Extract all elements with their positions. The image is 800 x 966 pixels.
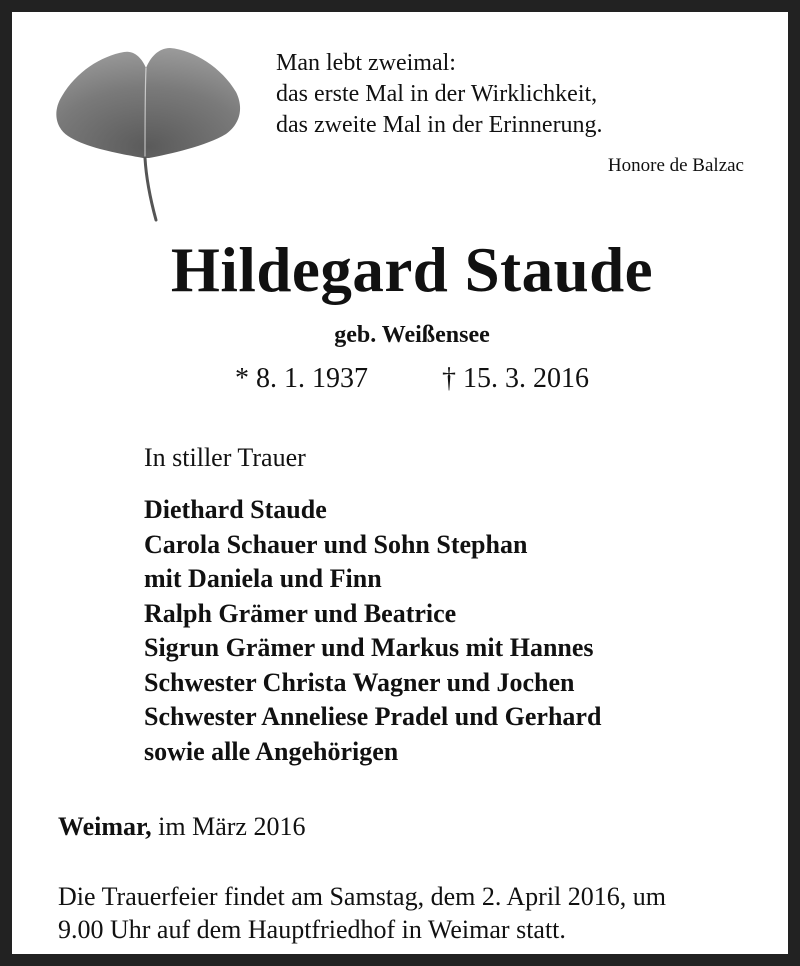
mourner: mit Daniela und Finn xyxy=(144,564,382,593)
mourner: Diethard Staude xyxy=(144,495,327,524)
quote-line: das erste Mal in der Wirklichkeit, xyxy=(276,81,598,107)
birth-date: * 8. 1. 1937 xyxy=(235,363,368,394)
maiden-name: geb. Weißensee xyxy=(334,322,490,348)
quote-author: Honore de Balzac xyxy=(607,155,744,176)
life-dates xyxy=(12,363,800,395)
deceased-name: Hildegard Staude xyxy=(170,235,654,305)
place-city: Weimar, xyxy=(58,812,152,841)
place-month: im März 2016 xyxy=(151,812,306,841)
service-line: Die Trauerfeier findet am Samstag, dem 2. April 2016, um xyxy=(58,882,667,911)
quote-line: das zweite Mal in der Erinnerung. xyxy=(276,112,603,138)
mourner: Schwester Anneliese Pradel und Gerhard xyxy=(144,702,602,731)
death-date: † 15. 3. 2016 xyxy=(442,363,589,394)
mourner: Schwester Christa Wagner und Jochen xyxy=(144,667,575,697)
ginkgo-leaf-icon xyxy=(46,40,246,225)
quote-line: Man lebt zweimal: xyxy=(276,50,456,76)
mourner: sowie alle Angehörigen xyxy=(144,736,399,766)
mourning-intro: In stiller Trauer xyxy=(144,443,306,472)
mourner: Carola Schauer und Sohn Stephan xyxy=(144,529,528,559)
place-date xyxy=(58,812,305,842)
service-info xyxy=(58,880,666,946)
service-line: 9.00 Uhr auf dem Hauptfriedhof in Weimar statt. xyxy=(58,915,566,944)
mourner: Sigrun Grämer und Markus mit Hannes xyxy=(144,633,594,662)
mourner: Ralph Grämer und Beatrice xyxy=(144,598,457,628)
quote-block xyxy=(276,48,603,141)
mourners-list xyxy=(144,493,601,769)
